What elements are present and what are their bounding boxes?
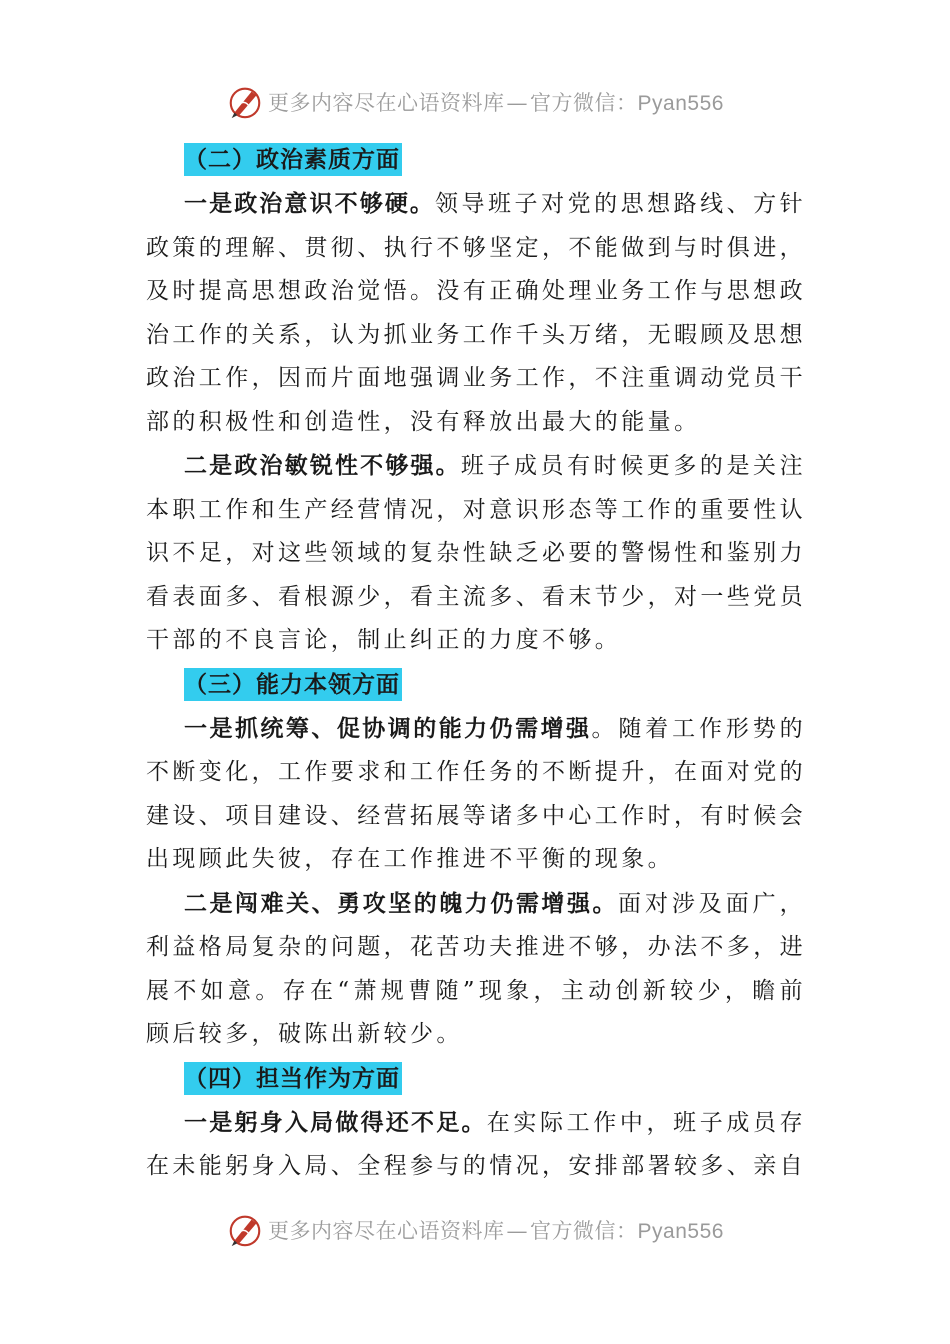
banner-text [268, 87, 724, 117]
banner-wechat-id: Pyan556 [637, 92, 724, 115]
paragraph-body: 面对涉及面广，利益格局复杂的问题，花苦功夫推进不够，办法不多，进展不如意。存在“萧规曹随”现象，主动创新较少，瞻前顾后较多，破陈出新较少。 [146, 890, 806, 1047]
paragraph-lead: 一是抓统筹、促协调的能力仍需增强 [184, 714, 592, 742]
paragraph-body: 班子成员有时候更多的是关注本职工作和生产经营情况，对意识形态等工作的重要性认识不足，对这些领域的复杂性缺乏必要的警惕性和鉴别力看表面多、看根源少，看主流多、看末节少，对一些党员干部的不良言论，制止纠正的力度不够。 [146, 453, 807, 653]
section-heading: （四）担当作为方面 [184, 1057, 806, 1101]
paragraph [146, 882, 806, 1057]
paragraph [146, 707, 806, 882]
banner-separator: — [506, 91, 529, 115]
paragraph-lead: 二是闯难关、勇攻坚的魄力仍需增强。 [184, 889, 619, 917]
banner-separator: — [506, 1219, 529, 1243]
paragraph-body: 。随着工作形势的不断变化，工作要求和工作任务的不断提升，在面对党的建设、项目建设、经营拓展等诸多中心工作时，有时候会出现顾此失彼，存在工作推进不平衡的现象。 [146, 715, 807, 872]
header-banner [0, 82, 950, 122]
paragraph [146, 444, 806, 663]
paragraph-lead: 二是政治敏锐性不够强。 [184, 452, 461, 479]
section-heading: （二）政治素质方面 [184, 138, 806, 182]
footer-banner [0, 1210, 950, 1250]
banner-title: 更多内容尽在心语资料库 [268, 1219, 505, 1243]
paragraph [146, 182, 806, 444]
banner-title: 更多内容尽在心语资料库 [268, 91, 505, 115]
document-body [146, 138, 806, 1189]
banner-text [268, 1215, 724, 1245]
paragraph-lead: 一是躬身入局做得还不足。 [184, 1108, 487, 1136]
paragraph-lead: 一是政治意识不够硬。 [184, 190, 436, 217]
pen-logo-icon [226, 1211, 264, 1249]
paragraph-body: 领导班子对党的思想路线、方针政策的理解、贯彻、执行不够坚定，不能做到与时俱进，及时提高思想政治觉悟。没有正确处理业务工作与思想政治工作的关系，认为抓业务工作千头万绪，无暇顾及思想政治工作，因而片面地强调业务工作，不注重调动党员干部的积极性和创造性，没有释放出最大的能量。 [146, 191, 806, 435]
pen-logo-icon [226, 83, 264, 121]
banner-suffix: 官方微信： [530, 1219, 638, 1243]
paragraph [146, 1101, 806, 1189]
paragraph-body: 在实际工作中，班子成员存在未能躬身入局、全程参与的情况，安排部署较多、亲自 [146, 1109, 806, 1179]
section-heading: （三）能力本领方面 [184, 663, 806, 707]
banner-suffix: 官方微信： [530, 91, 638, 115]
banner-wechat-id: Pyan556 [637, 1220, 724, 1243]
